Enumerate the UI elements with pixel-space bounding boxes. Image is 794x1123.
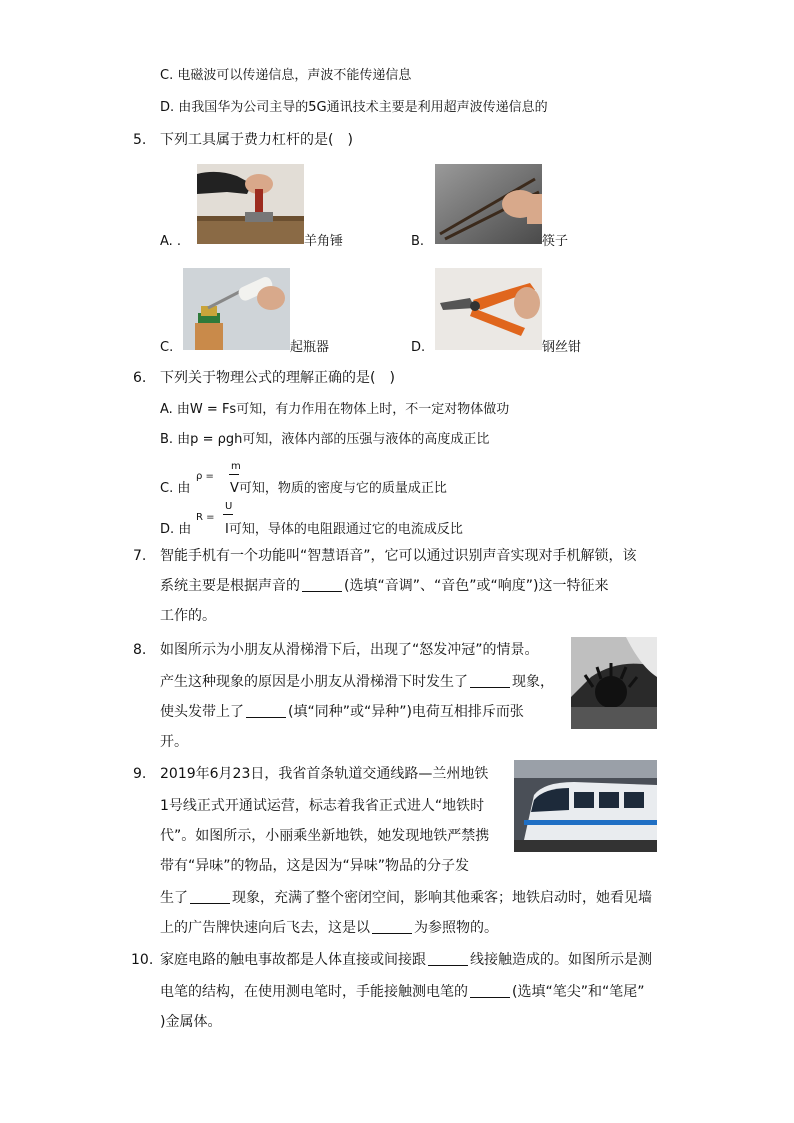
q5-d-label: 钢丝钳 [542, 340, 582, 355]
q5-number: 5. [133, 132, 147, 148]
q5-d-prefix: D. [411, 340, 426, 355]
q5-c-prefix: C. [160, 340, 174, 355]
q6-c-numerator: m [231, 461, 241, 472]
q6-c-fraction-bar [229, 474, 239, 475]
q9-line5 [160, 888, 652, 908]
q4-option-d: D. 由我国华为公司主导的5G通讯技术主要是利用超声波传递信息的 [160, 100, 548, 115]
q10-blank-2 [470, 983, 510, 998]
bottle-opener-image [183, 268, 290, 350]
q10-line1 [160, 950, 652, 970]
q6-d-numerator: U [225, 501, 233, 512]
q10-line1-a: 家庭电路的触电事故都是人体直接或间接跟 [160, 952, 426, 968]
q9-line4: 带有“异味”的物品，这是因为“异味”物品的分子发 [160, 858, 470, 874]
q5-stem: 下列工具属于费力杠杆的是( ) [160, 132, 353, 148]
q8-line3-a: 使头发带上了 [160, 704, 244, 720]
q9-blank-1 [190, 889, 230, 904]
q10-line1-b: 线接触造成的。如图所示是测 [470, 952, 652, 968]
q5-a-prefix: A. . [160, 234, 182, 249]
q8-number: 8. [133, 642, 147, 658]
q8-blank-2 [246, 703, 286, 718]
q6-c-denominator: V [230, 481, 239, 496]
q9-line5-a: 生了 [160, 890, 188, 906]
q8-line2-b: 现象， [512, 674, 554, 690]
q6-option-c-prefix: C. 由 [160, 481, 191, 496]
q9-line6-b: 为参照物的。 [414, 920, 498, 936]
q8-line2-a: 产生这种现象的原因是小朋友从滑梯滑下时发生了 [160, 674, 468, 690]
hammer-image [197, 164, 304, 244]
q5-b-label: 筷子 [542, 234, 569, 249]
q8-line2 [160, 672, 554, 692]
q6-option-d-prefix: D. 由 [160, 522, 192, 537]
q7-line1: 智能手机有一个功能叫“智慧语音”，它可以通过识别声音实现对手机解锁，该 [160, 548, 637, 564]
q9-line6-a: 上的广告牌快速向后飞去，这是以 [160, 920, 370, 936]
chopsticks-image [435, 164, 542, 244]
q10-number: 10. [131, 952, 154, 968]
q4-option-c: C. 电磁波可以传递信息，声波不能传递信息 [160, 68, 412, 83]
q9-line2: 1号线正式开通试运营，标志着我省正式进人“地铁时 [160, 798, 485, 814]
q6-c-rest-wrap [230, 479, 447, 499]
q6-number: 6. [133, 370, 147, 386]
q6-option-a: A. 由W = Fs可知，有力作用在物体上时，不一定对物体做功 [160, 402, 510, 417]
q6-d-rest-wrap [225, 520, 463, 540]
q6-stem: 下列关于物理公式的理解正确的是( ) [160, 370, 395, 386]
q6-c-rest: 可知，物质的密度与它的质量成正比 [238, 481, 447, 496]
q9-blank-2 [372, 919, 412, 934]
q10-line2-a: 电笔的结构，在使用测电笔时，手能接触测电笔的 [160, 984, 468, 1000]
q8-line4: 开。 [160, 734, 188, 750]
q9-line5-b: 现象，充满了整个密闭空间，影响其他乘客；地铁启动时，她看见墙 [232, 890, 652, 906]
q5-a-label: 羊角锤 [304, 234, 344, 249]
q8-line3 [160, 702, 524, 722]
q8-line1: 如图所示为小朋友从滑梯滑下后，出现了“怒发冲冠”的情景。 [160, 642, 539, 658]
q9-line1: 2019年6月23日，我省首条轨道交通线路—兰州地铁 [160, 766, 489, 782]
q7-line2-a: 系统主要是根据声音的 [160, 578, 300, 594]
q7-blank [302, 577, 342, 592]
q6-d-lhs: R = [196, 512, 215, 523]
metro-train-image [514, 760, 657, 852]
q8-blank-1 [470, 673, 510, 688]
q7-number: 7. [133, 548, 147, 564]
q7-line2-b: (选填“音调”、“音色”或“响度”)这一特征来 [344, 578, 609, 594]
q9-line3: 代”。如图所示，小丽乘坐新地铁，她发现地铁严禁携 [160, 828, 490, 844]
q5-b-prefix: B. [411, 234, 425, 249]
q9-number: 9. [133, 766, 147, 782]
q10-blank-1 [428, 951, 468, 966]
q7-line2 [160, 576, 608, 596]
q5-c-label: 起瓶器 [290, 340, 330, 355]
q6-option-b: B. 由p = ρgh可知，液体内部的压强与液体的高度成正比 [160, 432, 490, 447]
q6-d-fraction-bar [223, 514, 233, 515]
pliers-image [435, 268, 542, 350]
q10-line2 [160, 982, 644, 1002]
q6-c-lhs: ρ = [196, 471, 214, 482]
q6-d-denominator: I [225, 522, 229, 537]
slide-hair-image [571, 637, 657, 729]
q10-line2-b: (选填“笔尖”和“笔尾” [512, 984, 645, 1000]
q8-line3-b: (填“同种”或“异种”)电荷互相排斥而张 [288, 704, 524, 720]
q6-d-rest: 可知，导体的电阻跟通过它的电流成反比 [228, 522, 463, 537]
q10-line3: )金属体。 [160, 1014, 222, 1030]
q9-line6 [160, 918, 498, 938]
q7-line3: 工作的。 [160, 608, 216, 624]
